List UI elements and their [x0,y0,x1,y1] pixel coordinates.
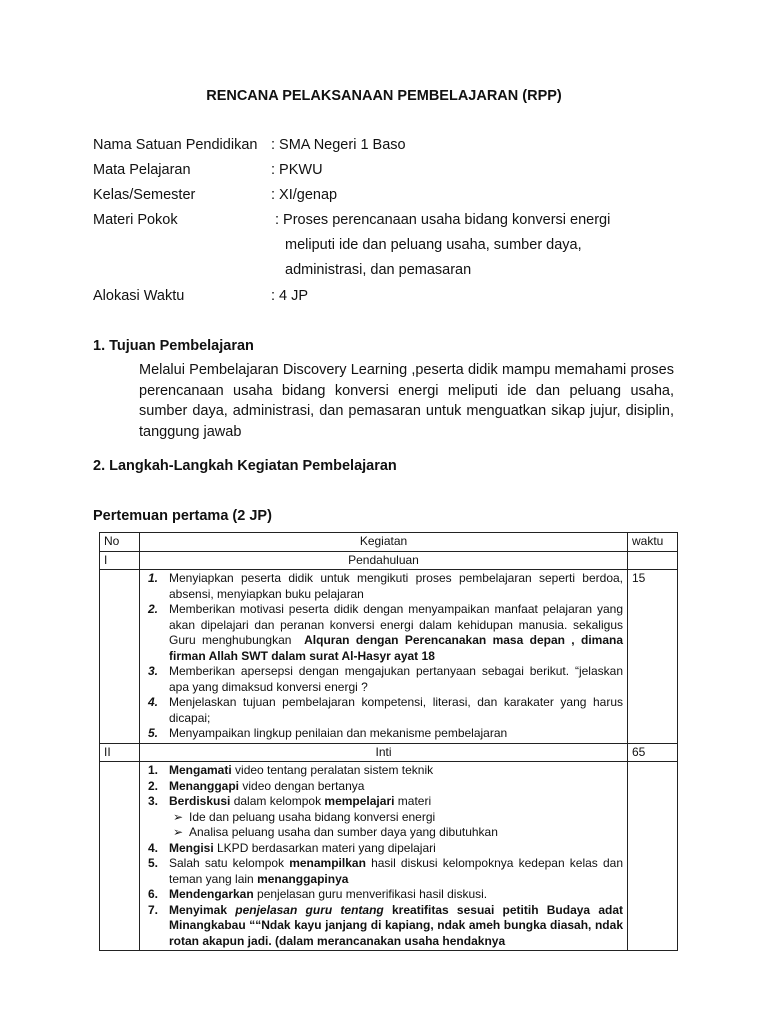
phase-no: I [100,551,140,570]
item-text: Memberikan apersepsi dengan mengajukan pertanyaan sebagai berikut. “jelaskan apa yang dimaksud konversi energi ? [169,664,623,694]
list-item [144,695,623,726]
item-number: 6. [148,887,159,901]
list-item [144,726,623,742]
item-text: video tentang peralatan sistem teknik [231,763,434,777]
empty-cell [100,762,140,951]
item-number: 5. [148,726,159,740]
activity-table [99,532,678,951]
item-number: 1. [148,571,159,585]
item-text: Menyampaikan lingkup penilaian dan mekanisme pembelajaran [169,726,508,740]
phase-label: Inti [140,743,628,762]
identity-label: Mata Pelajaran [93,162,191,178]
phase-row-inti [100,743,678,762]
identity-value: : SMA Negeri 1 Baso [271,137,406,153]
time-cell: 15 [628,570,678,744]
sub-list-item [169,810,623,826]
arrow-bullet-icon: ➢ [173,825,184,839]
phase-row-pendahuluan [100,551,678,570]
item-bold-text: Mengamati [169,763,232,777]
item-bold-text: Alquran dengan Perencanakan masa depan , dimana firman Allah SWT dalam surat Al-Hasyr ayat 18 [169,633,623,663]
sub-item-text: Ide dan peluang usaha bidang konversi energi [189,809,436,824]
sub-list [169,810,623,841]
item-bold-text: menampilkan [289,856,366,870]
list-item [144,571,623,602]
item-number: 4. [148,840,159,855]
list-item [144,887,623,903]
item-bold-text: Mendengarkan [169,887,254,901]
item-text: materi [394,794,432,808]
meeting-heading: Pertemuan pertama (2 JP) [93,508,272,524]
phase-content-pendahuluan [100,570,678,744]
item-bold-text: Mengisi [169,840,214,855]
item-text: dalam kelompok [230,794,325,808]
item-number: 3. [148,664,159,678]
item-bold-text: mempelajari [324,794,395,808]
item-number: 3. [148,794,159,808]
activity-list-cell [140,762,628,951]
list-item [144,856,623,887]
item-text: Menjelaskan tujuan pembelajaran kompetensi, literasi, dan karakater yang harus dicapai; [169,695,623,725]
item-number: 1. [148,763,159,777]
item-text: Memberikan motivasi peserta didik dengan menyampaikan manfaat pelajaran yang akan dipelajari dan peranan konversi energi dalam kehidupan manusia. sekaligus Guru menghubungkan [169,602,623,647]
sub-list-item [169,825,623,841]
phase-label: Pendahuluan [140,551,628,570]
identity-label: Alokasi Waktu [93,288,185,304]
identity-value: : XI/genap [271,187,338,203]
item-text: hasil diskusi kelompoknya kedepan kelas dan teman yang lain [169,856,623,886]
item-number: 7. [148,902,159,917]
item-bold-text: Menyimak [169,902,236,917]
list-item [144,602,623,664]
item-bold-text: “Ndak kayu janjang di kapiang, ndak ameh bungka diasah, ndak rotan akapun jadi. (dalam merancanakan usaha hendaknya [169,918,623,948]
empty-cell [100,570,140,744]
item-bold-text: Berdiskusi [169,794,231,808]
item-bold-text: Menanggapi [169,778,240,793]
item-number: 2. [148,778,159,793]
item-bold-italic-text: penjelasan guru tentang [235,902,384,917]
list-item [144,794,623,841]
item-text: LKPD berdasarkan materi yang dipelajari [213,840,436,855]
item-number: 4. [148,695,159,709]
header-kegiatan: Kegiatan [140,533,628,552]
identity-label: Nama Satuan Pendidikan [93,137,258,153]
activity-list [144,763,623,949]
list-item [144,664,623,695]
document-title: RENCANA PELAKSANAAN PEMBELAJARAN (RPP) [206,88,562,104]
arrow-bullet-icon: ➢ [173,809,184,824]
item-number: 5. [148,856,159,870]
item-number: 2. [148,602,159,616]
activity-list [144,571,623,742]
section-heading-steps: 2. Langkah-Langkah Kegiatan Pembelajaran [93,458,397,474]
empty-cell [628,762,678,951]
time-cell: 65 [628,743,678,762]
identity-value-cont: meliputi ide dan peluang usaha, sumber daya, [285,237,582,253]
identity-value-cont: administrasi, dan pemasaran [285,262,472,278]
phase-content-inti [100,762,678,951]
list-item [144,763,623,779]
item-text: penjelasan guru menverifikasi hasil diskusi. [253,887,488,901]
table-header-row [100,533,678,552]
item-bold-text: kreatifitas sesuai petitih Budaya adat Minangkabau “ [169,902,624,932]
activity-list-cell [140,570,628,744]
section-heading-objectives: 1. Tujuan Pembelajaran [93,338,254,354]
identity-label: Kelas/Semester [93,187,196,203]
header-waktu: waktu [628,533,678,552]
sub-item-text: Analisa peluang usaha dan sumber daya yang dibutuhkan [189,825,498,839]
header-no: No [100,533,140,552]
identity-value: : 4 JP [271,288,309,304]
item-bold-text: menanggapinya [257,871,349,886]
item-text: video dengan bertanya [239,778,365,793]
identity-value: : Proses perencanaan usaha bidang konversi energi [275,212,611,228]
phase-spacer [628,551,678,570]
item-text: Salah satu kelompok [169,856,290,870]
identity-label: Materi Pokok [93,212,178,228]
list-item [144,903,623,950]
list-item [144,779,623,795]
objectives-paragraph: Melalui Pembelajaran Discovery Learning ,peserta didik mampu memahami proses perencanaan usaha bidang konversi energi meliputi ide dan peluang usaha, sumber daya, administrasi, dan pemasaran untuk menguatkan sikap jujur, disiplin, tanggung jawab [139,362,674,440]
phase-no: II [100,743,140,762]
identity-value: : PKWU [271,162,323,178]
item-text: Menyiapkan peserta didik untuk mengikuti proses pembelajaran seperti berdoa, absensi, menyiapkan buku pelajaran [169,571,623,601]
list-item [144,841,623,857]
